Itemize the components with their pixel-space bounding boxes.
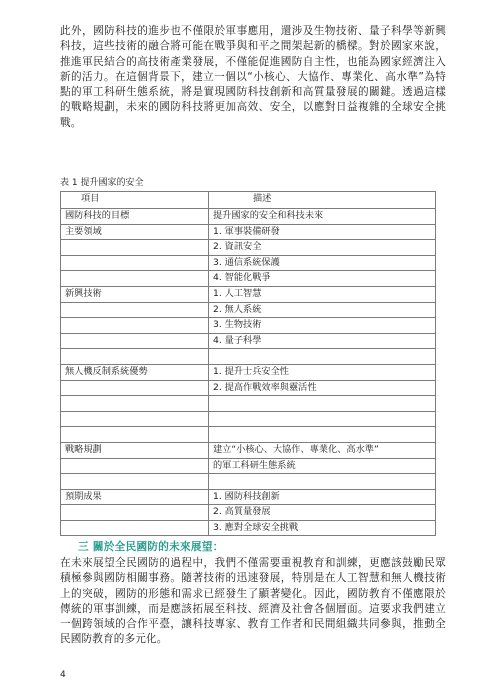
table-row (61, 271, 436, 287)
cell-description: 的軍工科研生態系統 (209, 458, 436, 474)
table-row (61, 255, 436, 271)
cell-description: 提升國家的安全和科技未來 (209, 209, 436, 225)
cell-item (61, 458, 209, 474)
cell-item: 國防科技的目標 (61, 209, 209, 225)
cell-item (61, 255, 209, 271)
cell-description (209, 349, 436, 365)
cell-description: 2. 提高作戰效率與靈活性 (209, 380, 436, 396)
table-row (61, 302, 436, 318)
table-row (61, 458, 436, 474)
cell-description: 1. 軍事裝備研發 (209, 224, 436, 240)
cell-description: 1. 人工智慧 (209, 286, 436, 302)
cell-description (209, 411, 436, 427)
cell-description: 4. 智能化戰爭 (209, 271, 436, 287)
table-row (61, 474, 436, 490)
cell-item (61, 520, 209, 536)
table-row (61, 209, 436, 225)
cell-item (61, 302, 209, 318)
cell-description: 4. 量子科學 (209, 333, 436, 349)
cell-item (61, 333, 209, 349)
table-row (61, 396, 436, 412)
cell-item: 無人機反制系統優勢 (61, 364, 209, 380)
cell-description (209, 474, 436, 490)
cell-item (61, 474, 209, 490)
cell-item: 主要領域 (61, 224, 209, 240)
intro-paragraph: 此外，國防科技的進步也不僅限於軍事應用，還涉及生物技術、量子科學等新興科技，這些技術的融合將可能在戰爭與和平之間架起新的橋樑。對於國家來說，推進軍民結合的高技術產業發展，不僅能促進國防自主性，也能為國家經濟注入新的活力。在這個背景下，建立一個以“小核心、大協作、專業化、高水準”為特點的軍工科研生態系統，將是實現國防科技創新和高質量發展的關鍵。透過這樣的戰略規劃，未來的國防科技將更加高效、安全，以應對日益複雜的全球安全挑戰。 (60, 25, 446, 129)
table-body (61, 209, 436, 536)
cell-item (61, 411, 209, 427)
table-row (61, 224, 436, 240)
cell-item (61, 318, 209, 334)
cell-description: 2. 高質量發展 (209, 505, 436, 521)
page-number: 4 (60, 670, 66, 680)
header-item: 項目 (61, 192, 209, 209)
table-row (61, 318, 436, 334)
cell-description: 1. 提升士兵安全性 (209, 364, 436, 380)
table-row (61, 240, 436, 256)
cell-description (209, 427, 436, 443)
table-row (61, 364, 436, 380)
cell-description: 2. 資訊安全 (209, 240, 436, 256)
table-row (61, 380, 436, 396)
table-row (61, 520, 436, 536)
cell-item (61, 349, 209, 365)
cell-item (61, 240, 209, 256)
table-row (61, 489, 436, 505)
cell-description: 3. 應對全球安全挑戰 (209, 520, 436, 536)
cell-description (209, 396, 436, 412)
table-row (61, 427, 436, 443)
table-row (61, 286, 436, 302)
table-row (61, 442, 436, 458)
cell-description: 1. 國防科技創新 (209, 489, 436, 505)
cell-description: 3. 生物技術 (209, 318, 436, 334)
cell-item (61, 505, 209, 521)
cell-item: 新興技術 (61, 286, 209, 302)
table-caption: 表 1 提升國家的安全 (60, 178, 144, 188)
cell-item (61, 427, 209, 443)
cell-description: 2. 無人系統 (209, 302, 436, 318)
cell-item (61, 271, 209, 287)
cell-item (61, 380, 209, 396)
outlook-paragraph: 在未來展望全民國防的過程中，我們不僅需要重視教育和訓練，更應該鼓勵民眾積極參與國防相關事務。隨著技術的迅速發展，特別是在人工智慧和無人機技術上的突破，國防的形態和需求已經發生了顯著變化。因此，國防教育不僅應限於傳統的軍事訓練，而是應該拓展至科技、經濟及社會各個層面。這要求我們建立一個跨領域的合作平臺，讓科技專家、教育工作者和民間組織共同參與，推動全民國防教育的多元化。 (60, 557, 446, 646)
cell-item: 戰略規劃 (61, 442, 209, 458)
cell-item: 預期成果 (61, 489, 209, 505)
security-table (60, 191, 436, 536)
cell-item (61, 396, 209, 412)
header-description: 描述 (209, 192, 436, 209)
section-heading: 三 關於全民國防的未來展望： (78, 541, 224, 553)
table-row (61, 411, 436, 427)
table-row (61, 333, 436, 349)
table-row (61, 505, 436, 521)
table-row (61, 349, 436, 365)
cell-description: 建立“小核心、大協作、專業化、高水準” (209, 442, 436, 458)
cell-description: 3. 通信系統保護 (209, 255, 436, 271)
table-header-row (61, 192, 436, 209)
